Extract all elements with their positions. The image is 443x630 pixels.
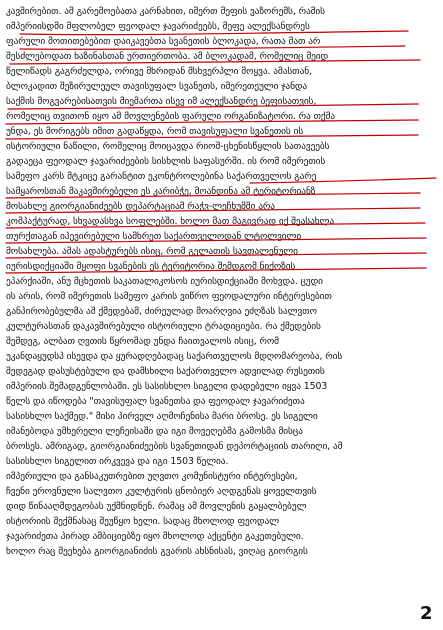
text-line: წელს და იწოდება "თავისუფალ სვანეთსა და ფეოდალ ჯავარიძეთა [6,396,305,407]
document-body [6,4,434,559]
text-line: ჩვენი ეროვნული სალვთო კულტურის ცნობიერ აღდგენას ყოველთვის [6,486,317,497]
text-line: სასისხლო საქმედ." მისი პირველ აღმოჩენისა მარი ბროსე. ეს სიგელი [6,411,318,422]
text-line: ხოლო რაც შეეხება გიორგიანიძის გვარის ახსნისას, ვიღაც გიორგის [6,546,308,557]
text-line: მოსახლება. ამას ადასტურებს ისიც, რომ გელათის სავთალენული [6,246,298,257]
text-line: დიდ წინააღმდეგობას უქმნიდნენ. რამაც ამ მოვლენის გაყალბებულ [6,501,307,512]
text-line: თურქთაგან იპევირებული სამხრეთ საქართველოდან ლტოლვილი [6,231,302,242]
text-line: ბლოკადით შეზირულეულ თავისუფალ სვანეთს, იმერეთეული ჯანდა [6,81,308,92]
text-line: უნდა, ეს მორიგებს იმით გადაწყდა, რომ თავისუფალი სვანეთის ის [6,126,304,137]
text-line: კულტურასთან დაკავშირებული ისტორიული ტრადიციები. რა ქმედების [6,321,321,332]
text-line: იურისდიქციაში მყოფი სვანების ეს ტერიტორია შემდგომ ნიქოზის [6,261,296,272]
text-line: კავშირებით. ამ გარემოებათა კარნახით, იმერთ მეფის ვაზორემს, რამის [6,6,325,17]
text-line: ისტორიული ნაწილი, რომელიც მოიცავდა რიოშ-ცხენისწყლის სათავეებს [6,141,330,152]
text-line: მოსახლე გიორგიანიძეებს დეპარტაციამ რაჭვ-ლეჩხუმში არა [6,201,275,212]
text-line: ისტორიის შექმნასაც შეუწყო ხელი. სადაც მხოლოდ ფეოდალ [6,516,280,527]
page-number: 2 [420,603,433,624]
text-line: ჯავარიძეთა პირად ამბიციებზე იყო მხოლოდ აქცენტი გაკეთებული. [6,531,304,542]
text-line: ის არის, რომ იმერეთის სამეფო კარის ვიწრო ფეოდალური ინტერესებით [6,291,332,302]
text-line: საქმის მოგვარებისათვის მიემართა ისევ იმ ალექსანდრე ბეფისათვის, [6,96,317,107]
text-line: სამყაროსთან მაკავშირებელი ეს კარიბჭე, მოანდინა ამ ტერიტორიანზ [6,186,316,197]
text-line: გადაეცა ფეოდალ ჯავარიძეების სისხლის საფასურში. ის რომ იმერეთის [6,156,326,167]
text-line: სამეფო კარს მტკიცე გარანტით ეკონტროლებინა საქართველოს გარე [6,171,317,182]
text-line: შედეგად დასუსტებული და დამსხილი საქართველო ადვილად რუსეთის [6,366,325,377]
text-line: ეპარქიაში, ანუ მცხეთის საკათალიკოსოს იურისდიქციაში მოხვდა. ცუდი [6,276,323,287]
text-line: სასისხლო სიგელით ირკვევა და იგი 1503 წელია. [6,456,229,467]
text-line: რომელიც თვითონ იყო ამ მოვლენების ფარული ორგანიზატორი. რა თქმა [6,111,336,122]
text-line: კომპაქტურად, სხვადასხვა სოფლებში. ხოლო მათ მაგივრად იქ შეასახლა [6,216,335,227]
text-line: განპირობებულმა ამ ქმედებამ, ძირეულად მოარღვია ეძღზას სალვთო [6,306,317,317]
text-line: ფარული მოთითებებით დაიკავებთა სვანეთის ბლოკადა, რათა მათ არ [6,36,321,47]
text-line: იმანებოდა უმხერელი ლეჩეისაში და იგი მოვეღებმა გამოსმა მისცა [6,426,303,437]
text-line: იმპერიის შემადგენლობაში. ეს სასისხლო სიგელი დადებული იყვა 1503 [6,381,328,392]
text-line: ბროსეს. ამრიგად, გიორგიანიძეების სვანეთიდან დეპორტაციის თარიღი, ამ [6,441,343,452]
text-line: შესძლებოდათ ხაზინასთან ურთიერთობა. ამ ბლოკადამ, რომელიც მეიდ [6,51,329,62]
text-line: უკანდაყუდსპ ისევდა და ყურადღებადაც საქართველოს მდღომარეობა, რის [6,351,343,362]
text-line: წელიწადს გაგრძელდა, ორივე მხრიდან მსხვერპლი მოყვა. ამასთან, [6,66,312,77]
text-line: იმპერიისდმი მფლობელ ფეოდალ ჯავარიძეებს, მეფე ალექსანდრეს [6,21,310,32]
text-line: იმპერიული და განსაკუთრებით უღვთო კომუნისტური ინტერესები, [6,471,298,482]
text-line: შემდეგ, ალბათ ღვთის წყრომად უნდა ჩაითვალოს ისიც, რომ [6,336,279,347]
